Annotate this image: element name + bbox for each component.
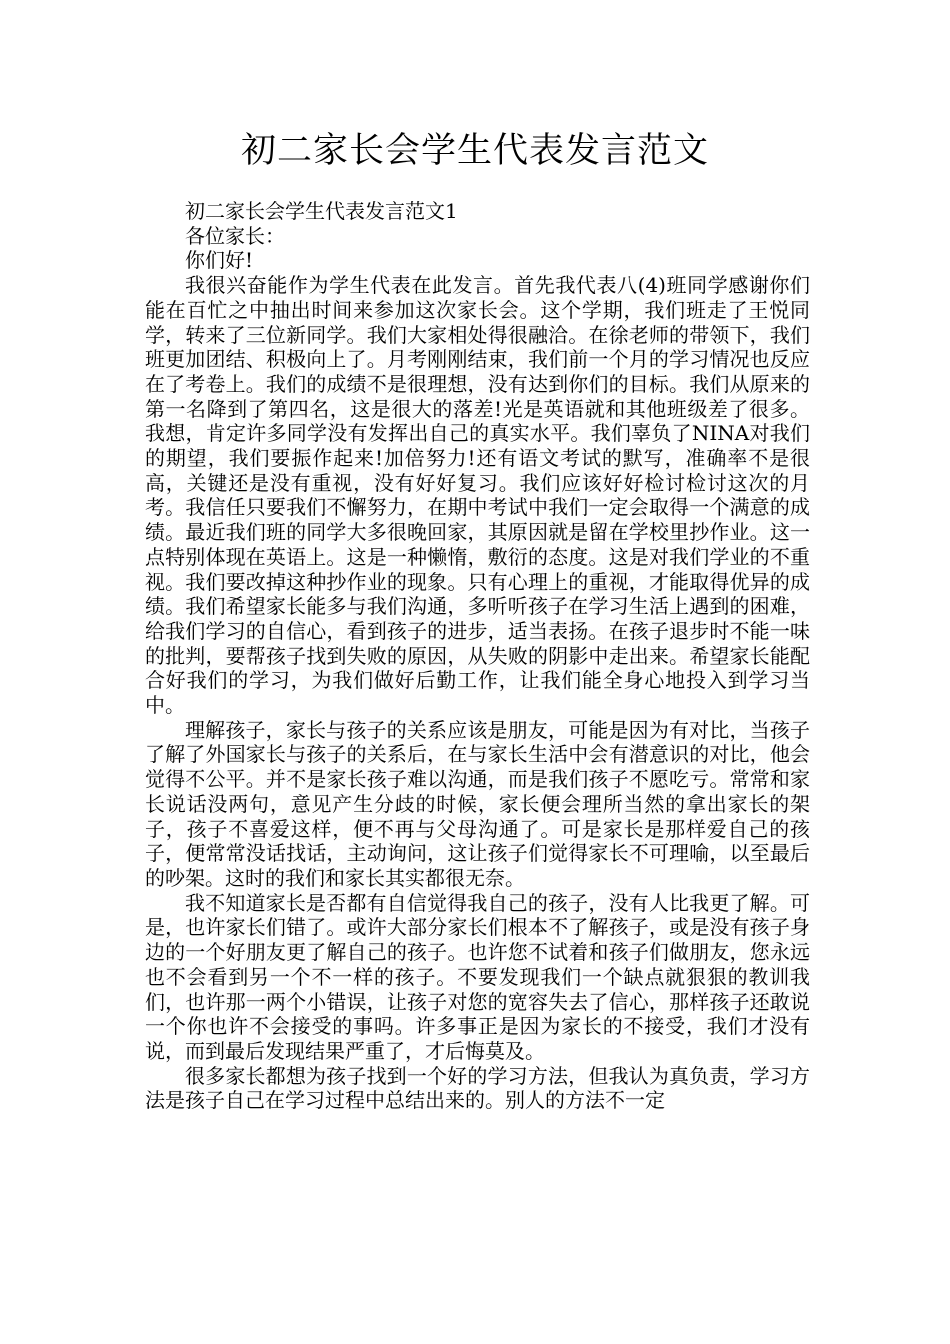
paragraph-heading: 初二家长会学生代表发言范文1	[185, 199, 458, 223]
paragraph: 很多家长都想为孩子找到一个好的学习方法，但我认为真负责，学习方法是孩子自己在学习过程中总结出来的。别人的方法不一定	[145, 1063, 810, 1113]
paragraph-salutation: 各位家长：	[185, 223, 285, 248]
document-body	[145, 199, 810, 1113]
document-title: 初二家长会学生代表发言范文	[240, 131, 709, 171]
paragraph-greeting: 你们好!	[185, 248, 254, 273]
paragraph: 理解孩子，家长与孩子的关系应该是朋友，可能是因为有对比，当孩子了解了外国家长与孩子的关系后，在与家长生活中会有潜意识的对比，他会觉得不公平。并不是家长孩子难以沟通，而是我们孩子不愿吃亏。常常和家长说话没两句，意见产生分歧的时候，家长便会理所当然的拿出家长的架子，孩子不喜爱这样，便不再与父母沟通了。可是家长是那样爱自己的孩子，便常常没话找话，主动询问，这让孩子们觉得家长不可理喻，以至最后的吵架。这时的我们和家长其实都很无奈。	[145, 717, 810, 890]
paragraph: 我很兴奋能作为学生代表在此发言。首先我代表八(4)班同学感谢你们能在百忙之中抽出时间来参加这次家长会。这个学期，我们班走了王悦同学，转来了三位新同学。我们大家相处得很融洽。在徐老师的带领下，我们班更加团结、积极向上了。月考刚刚结束，我们前一个月的学习情况也反应在了考卷上。我们的成绩不是很理想，没有达到你们的目标。我们从原来的第一名降到了第四名，这是很大的落差!光是英语就和其他班级差了很多。我想，肯定许多同学没有发挥出自己的真实水平。我们辜负了NINA对我们的期望，我们要振作起来!加倍努力!还有语文考试的默写，准确率不是很高，关键还是没有重视，没有好好复习。我们应该好好检讨检讨这次的月考。我信任只要我们不懈努力，在期中考试中我们一定会取得一个满意的成绩。最近我们班的同学大多很晚回家，其原因就是留在学校里抄作业。这一点特别体现在英语上。这是一种懒惰，敷衍的态度。这是对我们学业的不重视。我们要改掉这种抄作业的现象。只有心理上的重视，才能取得优异的成绩。我们希望家长能多与我们沟通，多听听孩子在学习生活上遇到的困难，给我们学习的自信心，看到孩子的进步，适当表扬。在孩子退步时不能一味的批判，要帮孩子找到失败的原因，从失败的阴影中走出来。希望家长能配合好我们的学习，为我们做好后勤工作，让我们能全身心地投入到学习当中。	[145, 273, 810, 718]
paragraph: 我不知道家长是否都有自信觉得我自己的孩子，没有人比我更了解。可是，也许家长们错了。或许大部分家长们根本不了解孩子，或是没有孩子身边的一个好朋友更了解自己的孩子。也许您不试着和孩子们做朋友，您永远也不会看到另一个不一样的孩子。不要发现我们一个缺点就狠狠的教训我们，也许那一两个小错误，让孩子对您的宽容失去了信心，那样孩子还敢说一个你也许不会接受的事吗。许多事正是因为家长的不接受，我们才没有说，而到最后发现结果严重了，才后悔莫及。	[145, 890, 810, 1063]
